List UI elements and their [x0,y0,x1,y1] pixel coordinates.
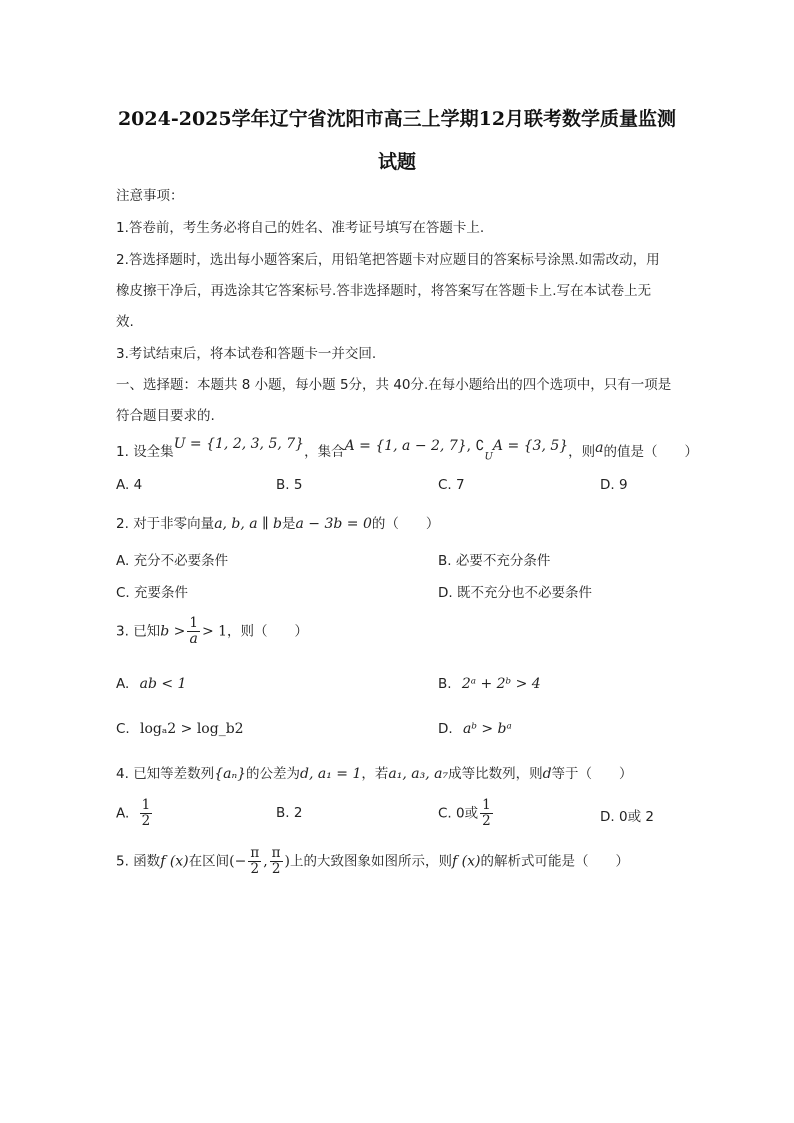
question-5 [116,846,629,877]
notice-heading: 注意事项： [116,188,184,204]
q5-text-2: 在区间 [188,853,230,870]
q3-gt-one: > 1 [201,623,228,640]
q2-text-1: 对于非零向量 [133,516,215,532]
q2-option-b: B. 必要不充分条件 [438,553,551,569]
q4-sequence: {aₙ} [214,766,247,782]
section-heading-line2: 符合题目要求的. [116,408,215,424]
page-title-line2: 试题 [377,151,416,173]
q4-option-c [438,798,495,829]
q5-interval-comma: , [263,853,268,870]
q1-var-a: a [595,440,604,456]
q4-option-a-label: A. [116,805,130,822]
q5-frac-left-den: 2 [250,861,260,877]
q3-fraction [187,616,200,647]
q4-option-c-den: 2 [482,813,491,829]
q1-option-b: B. 5 [276,477,303,493]
q2-option-d: D. 既不充分也不必要条件 [438,585,592,601]
q2-text-2: 是 [281,516,296,532]
q4-option-c-num: 1 [482,797,491,813]
q4-option-a-num: 1 [141,797,151,813]
q4-option-c-label: C. 0或 [438,805,479,822]
q1-text-2: ，集合 [304,444,345,460]
q4-number: 4. [116,766,129,782]
q3-option-d-label: D. [438,721,453,737]
q1-universal-set: U = {1, 2, 3, 5, 7} [173,436,305,452]
q5-interval-close: ) [284,853,291,870]
q5-frac-right [270,846,283,877]
q2-text-3: 的（ ） [371,516,440,532]
q3-option-b-label: B. [438,676,452,692]
notice-item-2b: 橡皮擦干净后，再选涂其它答案标号.答非选择题时，将答案写在答题卡上.写在本试卷上无 [116,283,652,299]
q2-expression: a − 3b = 0 [295,516,372,532]
q5-interval-open: (− [229,853,247,870]
q3-option-c [116,721,244,737]
q3-frac-den: a [189,631,198,647]
q3-option-d [438,721,512,737]
q2-vectors: a, b, a ∥ b [214,516,282,532]
q1-complement-a: A = {3, 5} [492,438,569,454]
q3-frac-num: 1 [189,615,198,631]
q2-option-a: A. 充分不必要条件 [116,553,229,569]
q5-frac-right-num: π [271,845,281,861]
notice-item-2a: 2.答选择题时，选出每小题答案后，用铅笔把答题卡对应题目的答案标号涂黑.如需改动，用 [116,252,660,268]
q5-frac-right-den: 2 [271,861,281,877]
page-title: 2024-2025学年辽宁省沈阳市高三上学期12月联考数学质量监测 [117,108,677,130]
q3-option-d-expr: aᵇ > bᵃ [462,721,512,737]
q2-number: 2. [116,516,129,532]
q5-function: f (x) [160,853,189,870]
q3-option-a-expr: ab < 1 [139,676,187,692]
q1-option-c: C. 7 [438,477,465,493]
q4-option-a [116,798,154,829]
q3-option-a-label: A. [116,676,130,692]
q4-d-a1: d, a₁ = 1 [300,766,362,782]
q4-option-d: D. 0或 2 [600,809,654,825]
q5-text-4: 的解析式可能是（ ） [480,853,629,870]
q4-text-2: 的公差为 [246,766,301,782]
q3-option-b [438,676,541,692]
q2-option-c: C. 充要条件 [116,585,189,601]
q5-frac-left-num: π [250,845,260,861]
q3-option-b-expr: 2ᵃ + 2ᵇ > 4 [461,676,541,692]
section-heading-line1: 一、选择题：本题共 8 小题，每小题 5分，共 40分.在每小题给出的四个选项中，只有一项是 [116,377,672,393]
q3-option-c-expr: logₐ2 > log_b2 [140,721,244,737]
notice-item-2c: 效. [116,314,134,330]
notice-item-3: 3.考试结束后，将本试卷和答题卡一并交回. [116,346,377,362]
q3-text-2: ，则（ ） [227,623,309,640]
q5-text-1: 函数 [133,853,161,870]
q4-text-5: 等于（ ） [551,766,633,782]
q3-option-c-label: C. [116,721,130,737]
question-1 [116,436,699,463]
q1-complement-sub: U [484,451,493,463]
q5-number: 5. [116,853,129,870]
question-3 [116,616,308,647]
q1-set-a: A = {1, a − 2, 7} [344,438,467,454]
q3-option-a [116,676,186,692]
q1-text-1: 设全集 [133,444,174,460]
q1-option-a: A. 4 [116,477,143,493]
q1-option-d: D. 9 [600,477,628,493]
q1-text-4: 的值是（ ） [603,444,699,460]
q4-option-a-frac [140,798,153,829]
q4-option-a-den: 2 [141,813,151,829]
q4-option-b: B. 2 [276,805,303,821]
q4-text-1: 已知等差数列 [133,766,215,782]
notice-item-1: 1.答卷前，考生务必将自己的姓名、准考证号填写在答题卡上. [116,220,485,236]
q5-text-3: 上的大致图象如图所示，则 [290,853,453,870]
q5-function-2: f (x) [452,853,481,870]
question-2 [116,512,439,532]
q4-option-c-frac [480,798,493,829]
q1-text-3: ，则 [568,444,596,460]
q4-d-var: d [542,766,552,782]
q3-number: 3. [116,623,129,640]
q4-terms: a₁, a₃, a₇ [388,766,449,782]
q3-b-gt: b > [160,623,186,640]
q4-text-3: ，若 [361,766,389,782]
q4-text-4: 成等比数列，则 [448,766,543,782]
q3-text-1: 已知 [133,623,161,640]
q1-number: 1. [116,444,129,460]
question-4 [116,762,633,782]
q5-frac-left [248,846,261,877]
q1-complement: , ∁ [466,438,485,454]
